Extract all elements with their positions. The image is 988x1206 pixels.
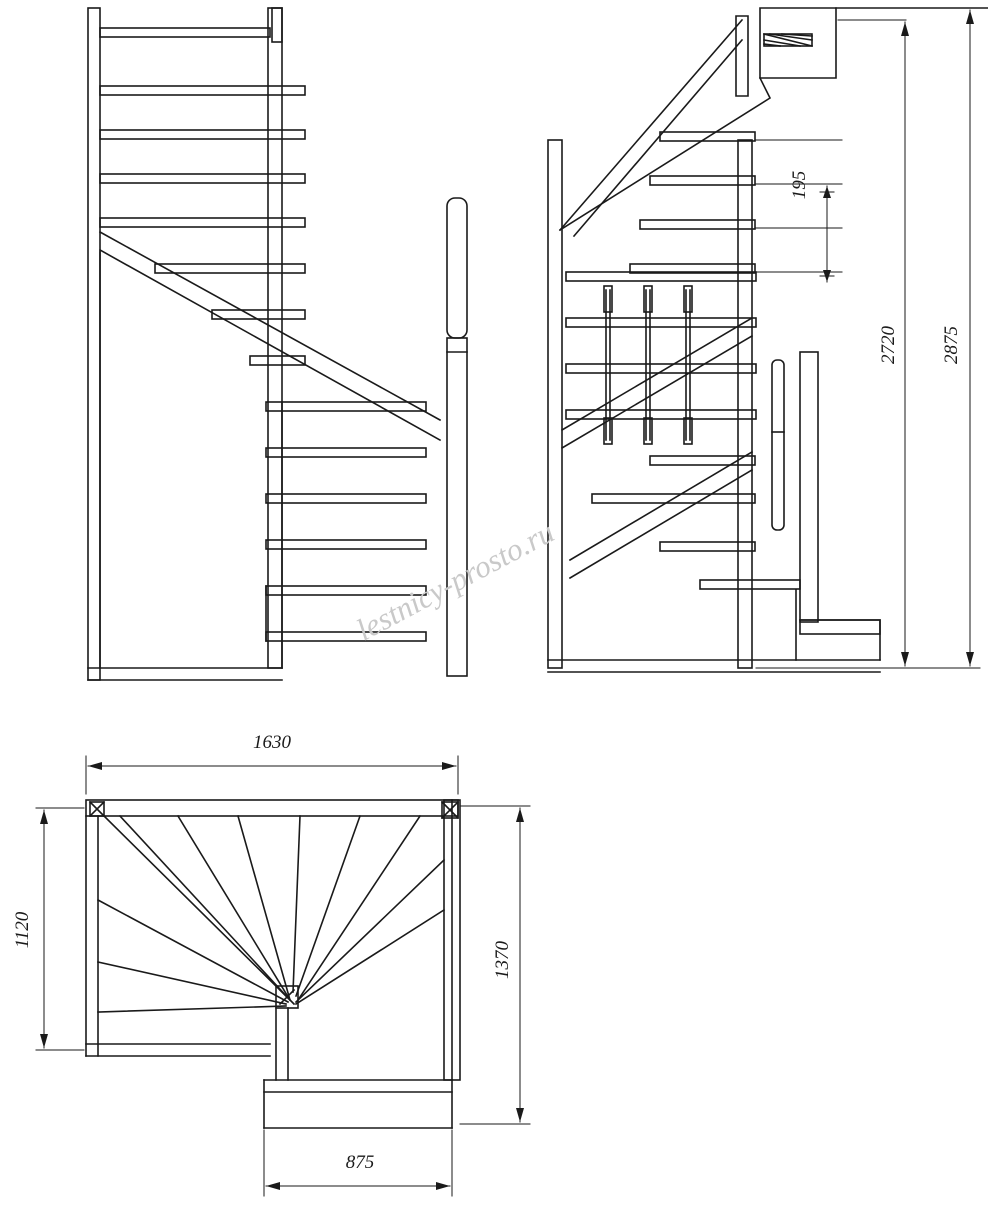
dim-plan-depth-left: 1120 — [12, 911, 33, 949]
dim-plan-width: 1630 — [253, 732, 291, 753]
dim-plan-bottom-width: 875 — [345, 1152, 375, 1173]
dim-plan-depth-right: 1370 — [492, 941, 513, 979]
dim-total-height: 2875 — [941, 326, 962, 364]
watermark-text: lestnicy-prosto.ru — [350, 514, 560, 648]
dim-stair-run-height: 2720 — [878, 326, 899, 364]
plan-view — [86, 800, 460, 1128]
front-elevation-view — [88, 8, 467, 680]
side-elevation-view — [548, 8, 988, 672]
dim-riser-height: 195 — [789, 170, 810, 200]
